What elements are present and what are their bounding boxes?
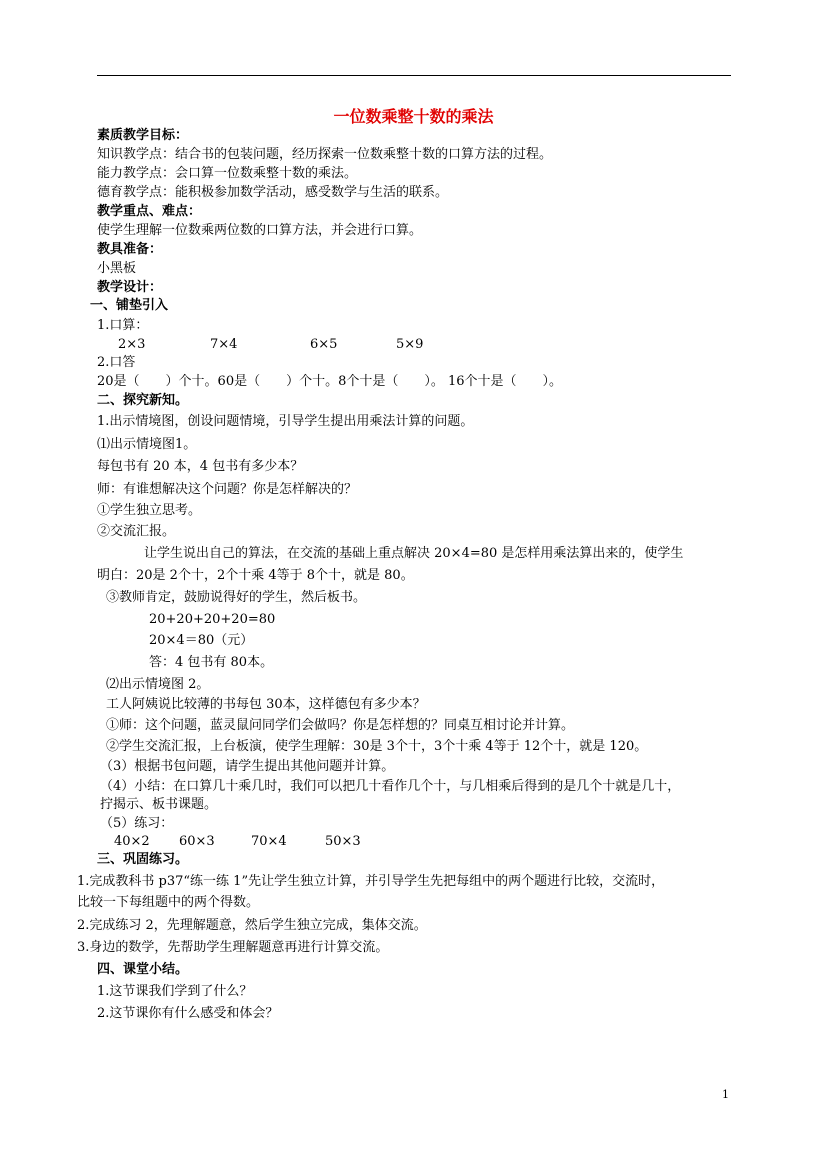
s2-line: 答：4 包书有 80本。 — [149, 655, 274, 670]
s2-line: 20×4＝80（元） — [149, 633, 254, 648]
section4-heading: 四、课堂小结。 — [97, 962, 189, 977]
design-heading: 教学设计： — [97, 280, 163, 295]
s2-line: （3）根据书包问题，请学生提出其他问题并计算。 — [100, 759, 395, 774]
s2-line: 让学生说出自己的算法，在交流的基础上重点解决 20×4=80 是怎样用乘法算出来的，使学生 — [144, 546, 684, 561]
s2-calc-row — [114, 834, 361, 850]
s3-line: 1.完成教科书 p37“练一练 1”先让学生独立计算，并引导学生先把每组中的两个题进行比较，交流时， — [77, 874, 665, 889]
page-number: 1 — [722, 1088, 729, 1101]
goals-heading: 素质教学目标： — [97, 128, 189, 143]
s2-line: （4）小结：在口算几十乘几时，我们可以把几十看作几个十，与几相乘后得到的是几个十就是几十， — [100, 779, 681, 794]
s2-line: ①师：这个问题，蓝灵鼠问同学们会做吗？你是怎样想的？同桌互相讨论并计算。 — [106, 718, 575, 733]
calc-item: 40×2 — [114, 834, 150, 849]
s3-line: 3.身边的数学，先帮助学生理解题意再进行计算交流。 — [77, 940, 389, 955]
s2-line: 1.出示情境图，创设问题情境，引导学生提出用乘法计算的问题。 — [97, 414, 474, 429]
s1-item1: 1.口算： — [97, 318, 149, 333]
s2-line: ②交流汇报。 — [97, 524, 176, 539]
calc-item: 6×5 — [310, 337, 338, 352]
s3-line: 比较一下每组题中的两个得数。 — [77, 895, 260, 910]
s2-line: （5）练习： — [100, 816, 174, 831]
document-title: 一位数乘整十数的乘法 — [333, 107, 494, 126]
s2-line: 师：有谁想解决这个问题？你是怎样解决的？ — [97, 482, 358, 497]
s2-line: ⑴出示情境图1。 — [97, 437, 197, 452]
tools-heading: 教具准备： — [97, 242, 163, 257]
s4-line: 2.这节课你有什么感受和体会？ — [97, 1006, 279, 1021]
s2-line: 20+20+20+20=80 — [149, 612, 276, 627]
s1-item2: 2.口答 — [97, 355, 136, 370]
calc-item: 50×3 — [325, 834, 361, 849]
s2-line: ③教师肯定，鼓励说得好的学生，然后板书。 — [106, 590, 367, 605]
calc-item: 70×4 — [251, 834, 287, 849]
s1-calc-row — [118, 337, 423, 353]
section2-heading: 二、探究新知。 — [97, 393, 189, 408]
header-rule — [97, 75, 731, 76]
calc-item: 7×4 — [210, 337, 238, 352]
keypoints-heading: 教学重点、难点： — [97, 204, 202, 219]
keypoints-text: 使学生理解一位数乘两位数的口算方法，并会进行口算。 — [97, 223, 423, 238]
s2-line: ②学生交流汇报，上台板演，使学生理解：30是 3个十，3个十乘 4等于 12个十，就是 120。 — [106, 739, 648, 754]
tools-text: 小黑板 — [97, 261, 137, 276]
goal-moral: 德育教学点：能积极参加数学活动，感受数学与生活的联系。 — [97, 185, 449, 200]
section1-heading: 一、铺垫引入 — [90, 298, 169, 313]
s4-line: 1.这节课我们学到了什么？ — [97, 984, 253, 999]
s2-line: 拧揭示、板书课题。 — [100, 797, 218, 812]
s2-line: ①学生独立思考。 — [97, 503, 202, 518]
s2-line: 工人阿姨说比较薄的书每包 30本，这样德包有多少本？ — [106, 697, 426, 712]
goal-ability: 能力教学点：会口算一位数乘整十数的乘法。 — [97, 166, 358, 181]
s3-line: 2.完成练习 2，先理解题意，然后学生独立完成，集体交流。 — [77, 918, 427, 933]
s2-line: ⑵出示情境图 2。 — [106, 677, 210, 692]
s1-fill-blanks: 20是（ ）个十。60是（ ）个十。8个十是（ ）。 16个十是（ ）。 — [97, 374, 563, 389]
goal-knowledge: 知识教学点：结合书的包装问题，经历探索一位数乘整十数的口算方法的过程。 — [97, 147, 553, 162]
section3-heading: 三、巩固练习。 — [97, 852, 189, 867]
calc-item: 2×3 — [118, 337, 146, 352]
calc-item: 60×3 — [179, 834, 215, 849]
calc-item: 5×9 — [396, 337, 424, 352]
s2-line: 明白：20是 2个十，2个十乘 4等于 8个十，就是 80。 — [97, 568, 414, 583]
s2-line: 每包书有 20 本，4 包书有多少本？ — [97, 459, 304, 474]
